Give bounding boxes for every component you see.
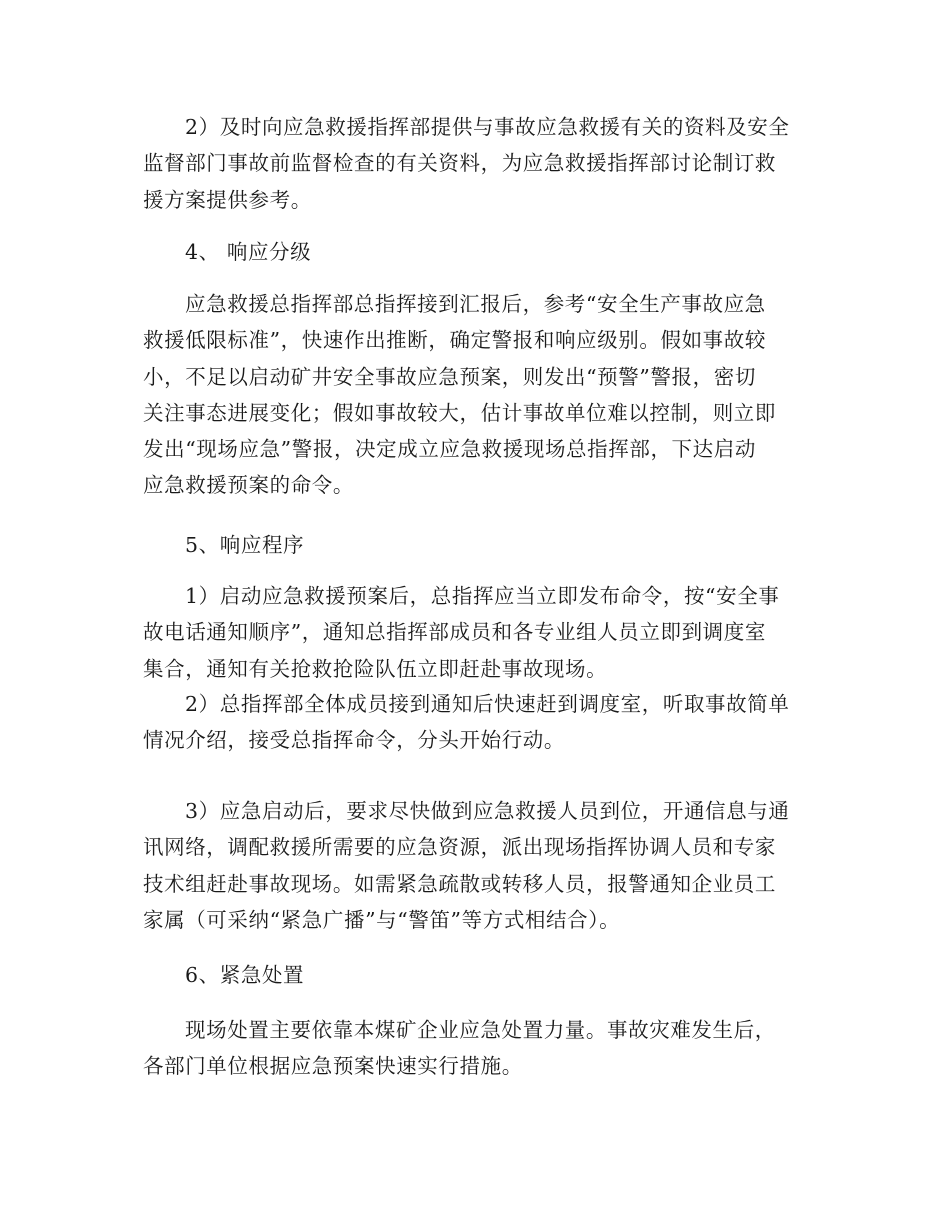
paragraph-line: 情况介绍，接受总指挥命令，分头开始行动。 xyxy=(143,728,565,753)
heading-text: 5、响应程序 xyxy=(185,533,305,557)
paragraph-line: 关注事态进展变化；假如事故较大，估计事故单位难以控制，则立即 xyxy=(143,400,776,425)
paragraph-start-plan xyxy=(143,578,808,687)
paragraph-line: 救援低限标准”，快速作出推断，确定警报和响应级别。假如事故较 xyxy=(143,328,766,353)
paragraph-line: 应急救援总指挥部总指挥接到汇报后，参考“安全生产事故应急 xyxy=(185,292,766,316)
paragraph-line: 发出“现场应急”警报，决定成立应急救援现场总指挥部，下达启动 xyxy=(143,437,756,462)
paragraph-line: 应急救援预案的命令。 xyxy=(143,473,354,498)
paragraph-line: 讯网络，调配救援所需要的应急资源，派出现场指挥协调人员和专家 xyxy=(143,835,776,860)
paragraph-line: 现场处置主要依靠本煤矿企业应急处置力量。事故灾难发生后， xyxy=(185,1018,776,1042)
paragraph-line: 各部门单位根据应急预案快速实行措施。 xyxy=(143,1054,523,1079)
heading-text: 6、紧急处置 xyxy=(185,963,305,987)
paragraph-response-levels xyxy=(143,286,808,504)
paragraph-line: 援方案提供参考。 xyxy=(143,187,312,212)
paragraph-onsite-handling xyxy=(143,1012,808,1085)
paragraph-provide-materials xyxy=(143,109,808,218)
heading-text: 4、 响应分级 xyxy=(185,240,312,264)
paragraph-line: 技术组赶赴事故现场。如需紧急疏散或转移人员，报警通知企业员工 xyxy=(143,871,776,896)
paragraph-line: 家属（可采纳“紧急广播”与“警笛”等方式相结合）。 xyxy=(143,907,621,932)
paragraph-line: 故电话通知顺序”，通知总指挥部成员和各专业组人员立即到调度室 xyxy=(143,620,766,645)
paragraph-line: 2）总指挥部全体成员接到通知后快速赶到调度室，听取事故简单 xyxy=(185,692,790,716)
paragraph-line: 2）及时向应急救援指挥部提供与事故应急救援有关的资料及安全 xyxy=(185,115,790,139)
paragraph-members-assemble xyxy=(143,686,808,759)
paragraph-line: 小，不足以启动矿井安全事故应急预案，则发出“预警”警报，密切 xyxy=(143,364,756,389)
section-heading-response-levels xyxy=(143,234,808,270)
paragraph-line: 1）启动应急救援预案后，总指挥应当立即发布命令，按“安全事 xyxy=(185,584,780,608)
paragraph-line: 监督部门事故前监督检查的有关资料，为应急救援指挥部讨论制订救 xyxy=(143,151,776,176)
section-heading-emergency-handling xyxy=(143,957,808,993)
section-heading-response-procedure xyxy=(143,527,808,563)
paragraph-line: 集合，通知有关抢救抢险队伍立即赶赴事故现场。 xyxy=(143,656,608,681)
paragraph-line: 3）应急启动后，要求尽快做到应急救援人员到位，开通信息与通 xyxy=(185,799,790,823)
paragraph-after-activation xyxy=(143,793,808,938)
